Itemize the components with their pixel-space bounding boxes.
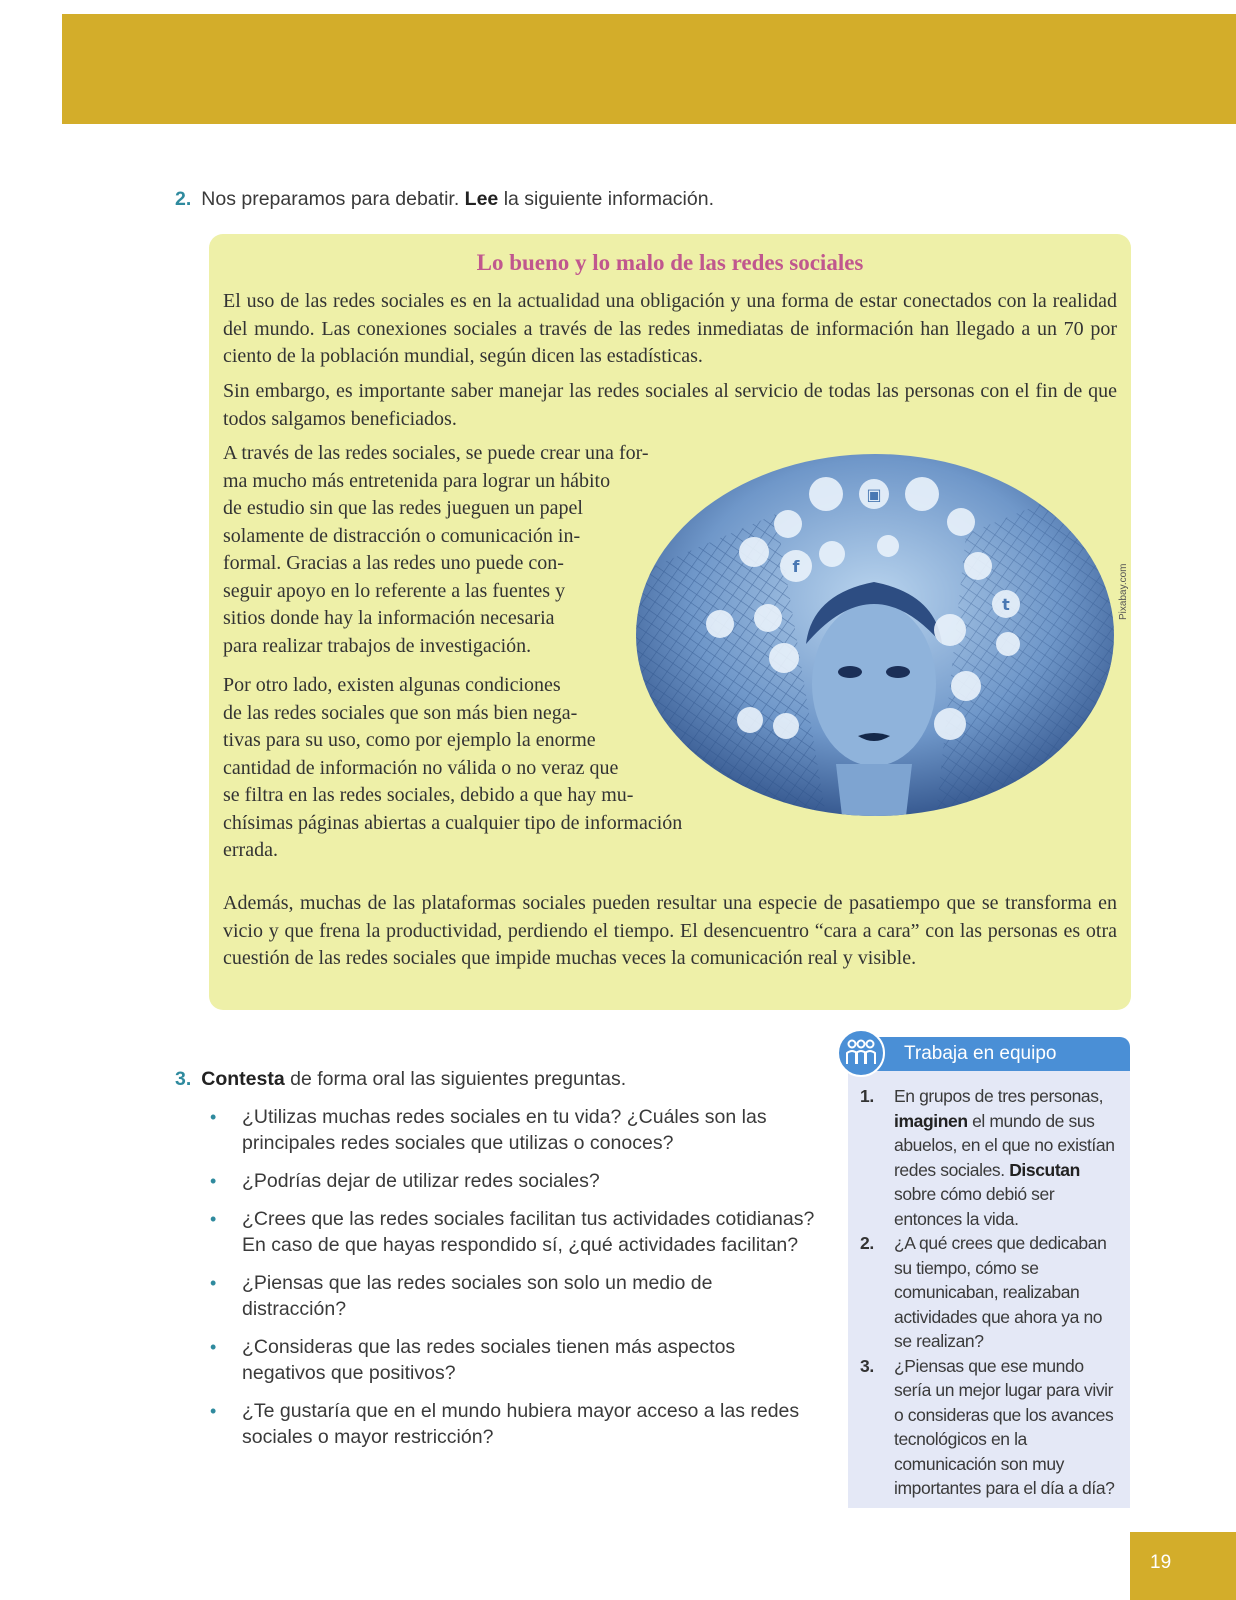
question-item: • ¿Crees que las redes sociales facilitan tus actividades cotidianas? En caso de que hayas respondido sí, ¿qué actividades facilitan? xyxy=(240,1206,820,1258)
team-item-verb: imaginen xyxy=(894,1110,968,1131)
team-item-number: 1. xyxy=(860,1086,874,1106)
p3-line: para realizar trabajos de investigación. xyxy=(223,634,532,657)
reading-title: Lo bueno y lo malo de las redes sociales xyxy=(476,250,864,275)
p3-line: sitios donde hay la información necesaria xyxy=(223,607,555,629)
team-work-header xyxy=(866,1037,1130,1071)
activity-3-instruction xyxy=(175,1068,626,1091)
question-item: • ¿Podrías dejar de utilizar redes sociales? xyxy=(240,1168,820,1194)
activity-3-text-after: de forma oral las siguientes preguntas. xyxy=(284,1068,627,1090)
activity-2-text-before: Nos preparamos para debatir. xyxy=(201,188,465,210)
question-item: • ¿Piensas que las redes sociales son solo un medio de distracción? xyxy=(240,1270,820,1322)
header-band xyxy=(62,14,1236,124)
activity-3-verb: Contesta xyxy=(201,1068,285,1090)
p4-line: errada. xyxy=(223,839,278,861)
activity-2-text-after: la siguiente información. xyxy=(498,188,714,210)
page-number: 19 xyxy=(1150,1552,1172,1573)
p3-line: A través de las redes sociales, se puede crear una for- xyxy=(223,442,649,464)
activity-2-instruction xyxy=(175,188,714,211)
svg-text:t: t xyxy=(1002,595,1010,614)
team-item-text: sobre cómo debió ser entonces la vida. xyxy=(894,1184,1055,1229)
team-item-text: ¿Piensas que ese mundo sería un mejor lugar para vivir o consideras que los avances tecnológicos en la comunicación son muy importantes para el día a día? xyxy=(894,1355,1115,1498)
team-item-text: el mundo de sus abuelos, en el que no existían redes sociales. xyxy=(894,1110,1115,1180)
team-work-title: Trabaja en equipo xyxy=(904,1043,1057,1064)
team-item-text: En grupos de tres personas, xyxy=(894,1086,1104,1106)
team-people-icon xyxy=(836,1028,886,1078)
svg-text:▣: ▣ xyxy=(866,485,882,504)
p3-line: ma mucho más entretenida para lograr un hábito xyxy=(223,469,611,492)
team-item-3 xyxy=(858,1354,1124,1501)
p3-line: seguir apoyo en lo referente a las fuentes y xyxy=(223,579,566,602)
p4-line: se filtra en las redes sociales, debido a que hay mu- xyxy=(223,784,634,806)
p3-line: formal. Gracias a las redes uno puede con- xyxy=(223,552,564,574)
question-item: • ¿Utilizas muchas redes sociales en tu vida? ¿Cuáles son las principales redes sociales que utilizas o conoces? xyxy=(240,1104,820,1156)
team-item-verb: Discutan xyxy=(1009,1159,1080,1180)
activity-3-number: 3. xyxy=(175,1068,192,1090)
svg-text:f: f xyxy=(792,557,800,576)
team-work-list xyxy=(858,1084,1124,1501)
p4-line: cantidad de información no válida o no veraz que xyxy=(223,756,619,779)
reading-paragraph-5: Además, muchas de las plataformas sociales pueden resultar una especie de pasatiempo que se transforma en vicio y que frena la productividad, perdiendo el tiempo. El desencuentro “cara a cara” con las personas es otra cuestión de las redes sociales que impide muchas veces la comunicación real y visible. xyxy=(223,892,1117,969)
page-number-box xyxy=(1130,1532,1236,1600)
p3-line: de estudio sin que las redes jueguen un papel xyxy=(223,497,583,519)
team-item-number: 3. xyxy=(860,1355,874,1376)
activity-2-verb: Lee xyxy=(464,188,499,210)
team-item-number: 2. xyxy=(860,1233,874,1253)
reading-paragraph-1: El uso de las redes sociales es en la actualidad una obligación y una forma de estar conectados con la realidad del mundo. Las conexiones sociales a través de las redes inmediatas de información han llegado a un 70 por ciento de la población mundial, según dicen las estadísticas. xyxy=(223,290,1117,367)
p4-line: Por otro lado, existen algunas condiciones xyxy=(223,674,561,696)
question-list xyxy=(240,1104,820,1450)
team-item-1 xyxy=(858,1084,1124,1231)
team-item-2 xyxy=(858,1231,1124,1354)
photo-credit: Pixabay.com xyxy=(1118,563,1129,620)
p4-line: chísimas páginas abiertas a cualquier tipo de información xyxy=(223,811,683,834)
p3-line: solamente de distracción o comunicación in- xyxy=(223,524,581,547)
question-item: • ¿Te gustaría que en el mundo hubiera mayor acceso a las redes sociales o mayor restricción? xyxy=(240,1398,820,1450)
face-with-social-icons-illustration xyxy=(636,454,1114,816)
activity-2-number: 2. xyxy=(175,188,192,210)
social-media-photo xyxy=(636,454,1114,816)
p4-line: de las redes sociales que son más bien nega- xyxy=(223,701,578,724)
question-item: • ¿Consideras que las redes sociales tienen más aspectos negativos que positivos? xyxy=(240,1334,820,1386)
p4-line: tivas para su uso, como por ejemplo la enorme xyxy=(223,729,596,751)
team-item-text: ¿A qué crees que dedicaban su tiempo, cómo se comunicaban, realizaban actividades que ahora ya no se realizan? xyxy=(894,1233,1107,1351)
reading-paragraph-2: Sin embargo, es importante saber manejar las redes sociales al servicio de todas las personas con el fin de que todos salgamos beneficiados. xyxy=(223,380,1117,430)
